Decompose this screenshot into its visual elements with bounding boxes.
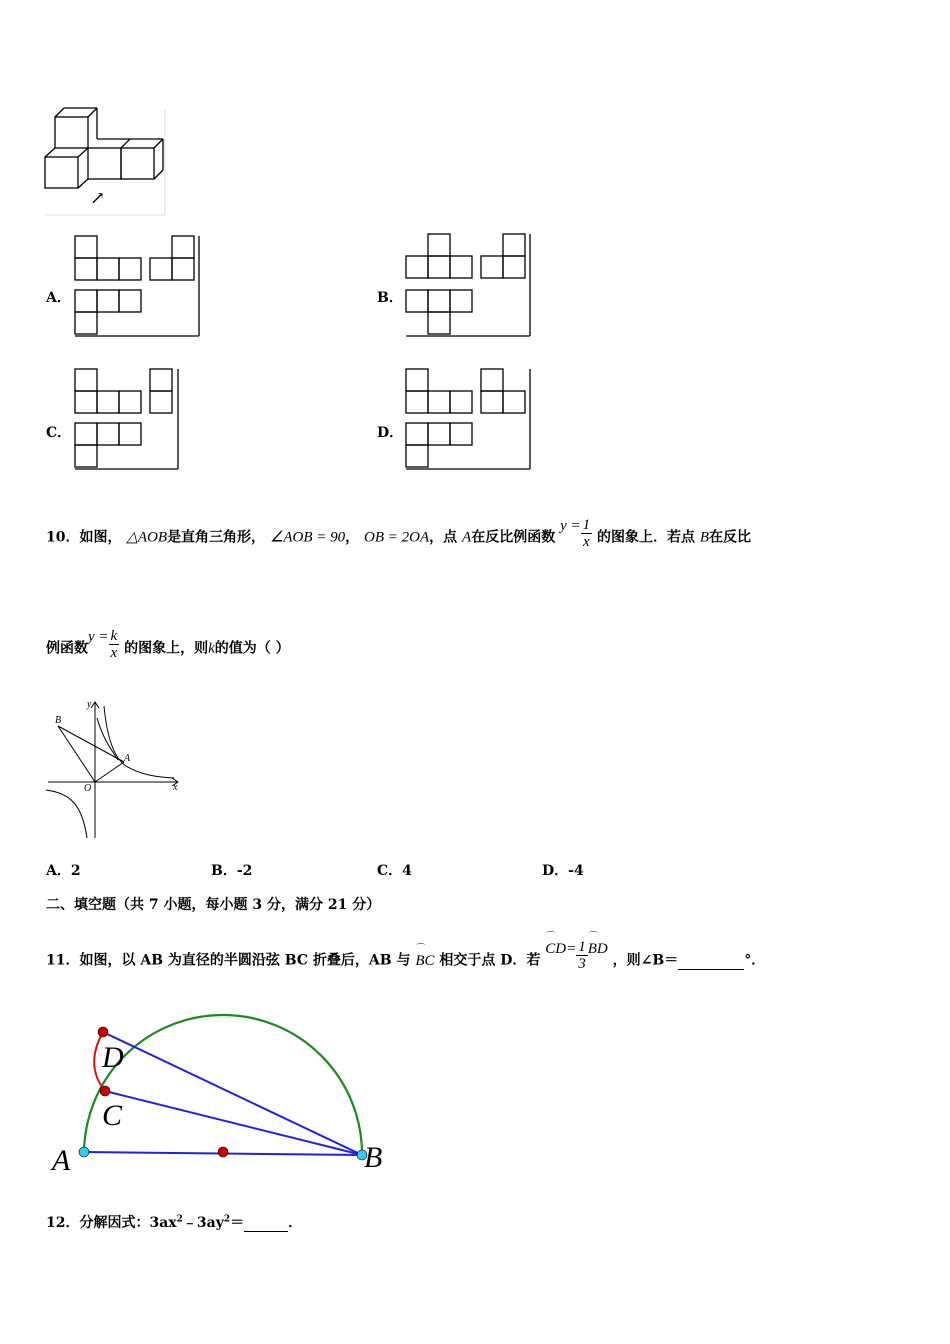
q11-text: ，则∠B＝ xyxy=(612,952,679,969)
graph-label-a: A xyxy=(124,753,131,764)
q12-expr: $3ax^2$ xyxy=(149,1214,183,1231)
q11-text: 11．如图，以 AB 为直径的半圆沿弦 BC 折叠后，AB 与 xyxy=(46,952,411,969)
point-center xyxy=(218,1147,228,1157)
fig-label-b: B xyxy=(364,1141,383,1174)
option-a-label: A． xyxy=(46,290,71,306)
graph-label-b: B xyxy=(55,715,62,726)
q10-text: 在反比 xyxy=(709,529,752,546)
q10-func1-fraction xyxy=(581,517,593,550)
q12-expr: $3ay^2$ xyxy=(196,1214,231,1231)
q12-text: 12．分解因式： xyxy=(46,1215,150,1231)
fraction-denominator: 3 xyxy=(578,956,586,972)
q11-arc-bc-text: BC xyxy=(415,952,435,969)
q10-text: 如图， xyxy=(79,529,122,546)
q10-line2 xyxy=(46,628,290,665)
q11-equals: = xyxy=(566,940,577,957)
q11-arc-bd-text: BD xyxy=(587,940,608,957)
q10-k: k xyxy=(208,640,215,657)
q10-func2-lhs: y = xyxy=(88,628,109,645)
q10-func1-lhs: y = xyxy=(560,517,581,534)
chord-bc xyxy=(105,1091,362,1155)
q12-answer-blank[interactable] xyxy=(244,1215,288,1232)
option-b-label: B． xyxy=(377,290,403,306)
cube-stack-figure xyxy=(40,105,175,220)
fig-label-a: A xyxy=(52,1144,71,1177)
chord-bd xyxy=(103,1032,362,1155)
q11-arc-bd: ⌒ BD xyxy=(587,930,608,957)
q10-number: 10． xyxy=(46,529,80,546)
fraction-denominator: x xyxy=(110,645,118,661)
q10-ratio: OB = 2OA xyxy=(364,529,430,546)
q10-text: 的图象上，则 xyxy=(124,640,209,657)
q10-text: 的值为（ ） xyxy=(214,640,290,657)
fig-label-c: C xyxy=(102,1099,123,1132)
q10-text: 的图象上．若点 xyxy=(597,529,695,546)
option-c-label: C． xyxy=(46,425,72,441)
q12-minus: ﹣ xyxy=(182,1215,197,1231)
q11-line xyxy=(46,930,766,977)
q11-arc-cd: ⌒ CD xyxy=(545,930,567,957)
point-d xyxy=(98,1027,108,1037)
option-b-views xyxy=(403,231,533,338)
fig-label-d: D xyxy=(102,1041,124,1074)
q12-line xyxy=(46,1212,302,1232)
q10-point-a: A xyxy=(462,529,472,546)
option-d-label: D． xyxy=(377,425,404,441)
q10-line1 xyxy=(46,517,752,554)
q11-answer-blank[interactable] xyxy=(678,953,744,970)
q10-option-c: C．4 xyxy=(377,863,412,879)
q10-text: ，点 xyxy=(429,529,458,546)
view-direction-arrow: ↗ xyxy=(90,188,106,209)
option-a-views xyxy=(72,233,202,338)
q10-text: 例函数 xyxy=(46,640,88,657)
q10-point-b: B xyxy=(699,529,710,546)
q10-graph xyxy=(44,698,189,843)
semicircle-arc xyxy=(84,1015,362,1155)
q10-angle: ∠AOB = 90 xyxy=(269,529,346,546)
q10-option-d: D．-4 xyxy=(542,863,584,879)
option-d-views xyxy=(403,366,533,471)
graph-label-x: x xyxy=(173,782,178,793)
q10-text: 在反比例函数 xyxy=(471,529,556,546)
q12-text: ＝ xyxy=(230,1215,245,1231)
q11-fraction xyxy=(576,939,588,972)
fraction-numerator: k xyxy=(110,628,118,644)
q10-option-a: A．2 xyxy=(46,863,81,879)
graph-label-y: y xyxy=(87,699,92,710)
graph-label-o: O xyxy=(84,783,92,794)
q10-text: 是直角三角形， xyxy=(167,529,266,546)
q10-option-b: B．-2 xyxy=(211,863,253,879)
q11-arc-bc: ⌒ BC xyxy=(415,942,435,969)
option-c-views xyxy=(72,366,182,471)
q10-triangle: △AOB xyxy=(126,529,168,546)
q11-arc-cd-text: CD xyxy=(545,940,567,957)
point-c xyxy=(100,1086,110,1096)
point-a xyxy=(79,1147,89,1157)
q11-text: 相交于点 D．若 xyxy=(439,952,541,969)
section2-title: 二、填空题（共 7 小题，每小题 3 分，满分 21 分） xyxy=(46,897,381,913)
q10-text: ， xyxy=(345,529,360,546)
fraction-denominator: x xyxy=(583,534,590,550)
q12-text: ． xyxy=(288,1215,303,1231)
fraction-numerator: 1 xyxy=(582,517,591,533)
q11-figure xyxy=(50,1005,400,1185)
q11-text: °． xyxy=(744,952,766,969)
fraction-numerator: 1 xyxy=(578,939,586,955)
q10-func2-fraction xyxy=(109,628,120,661)
